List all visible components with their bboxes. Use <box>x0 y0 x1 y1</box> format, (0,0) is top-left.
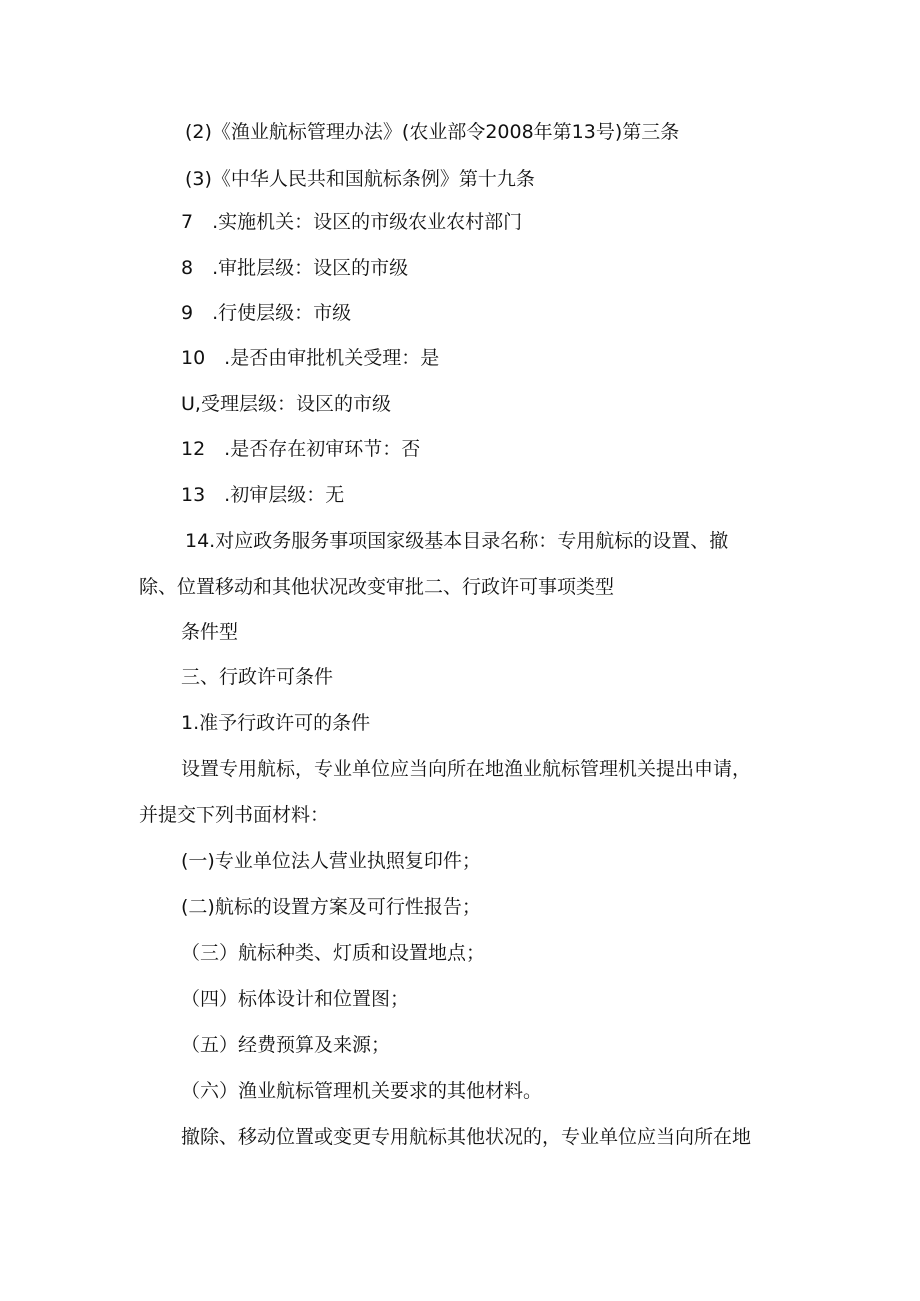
material-item-5: （五）经费预算及来源； <box>181 1034 391 1056</box>
legal-basis-item-2: (2)《渔业航标管理办法》(农业部令2008年第13号)第三条 <box>185 121 680 143</box>
section-heading-permit-conditions: 三、行政许可条件 <box>181 666 334 688</box>
item-7-implementing-authority: 7 .实施机关：设区的市级农业农村部门 <box>181 211 523 233</box>
material-item-6: （六）渔业航标管理机关要求的其他材料。 <box>181 1080 543 1102</box>
item-12-preliminary-review: 12 .是否存在初审环节：否 <box>181 438 421 460</box>
permit-type-value: 条件型 <box>181 621 239 643</box>
legal-basis-item-3: (3)《中华人民共和国航标条例》第十九条 <box>185 168 535 190</box>
material-item-3: （三）航标种类、灯质和设置地点； <box>181 942 486 964</box>
paragraph-setup-line-2: 并提交下列书面材料： <box>139 804 330 826</box>
item-14-catalog-name-line-2: 除、位置移动和其他状况改变审批二、行政许可事项类型 <box>139 576 615 598</box>
item-8-approval-level: 8 .审批层级：设区的市级 <box>181 257 409 279</box>
paragraph-setup-line-1: 设置专用航标，专业单位应当向所在地渔业航标管理机关提出申请， <box>181 758 752 780</box>
item-13-preliminary-review-level: 13 .初审层级：无 <box>181 484 345 506</box>
item-11-acceptance-level: U,受理层级：设区的市级 <box>181 393 391 415</box>
paragraph-removal-line-1: 撤除、移动位置或变更专用航标其他状况的，专业单位应当向所在地 <box>181 1126 752 1148</box>
material-item-4: （四）标体设计和位置图； <box>181 988 410 1010</box>
item-14-catalog-name-line-1: 14.对应政务服务事项国家级基本目录名称：专用航标的设置、撤 <box>185 530 729 552</box>
material-item-1: (一)专业单位法人营业执照复印件； <box>181 850 481 872</box>
item-10-accepted-by-approver: 10 .是否由审批机关受理：是 <box>181 347 440 369</box>
subheading-grant-conditions: 1.准予行政许可的条件 <box>181 712 371 734</box>
item-9-exercise-level: 9 .行使层级：市级 <box>181 302 352 324</box>
material-item-2: (二)航标的设置方案及可行性报告； <box>181 896 481 918</box>
